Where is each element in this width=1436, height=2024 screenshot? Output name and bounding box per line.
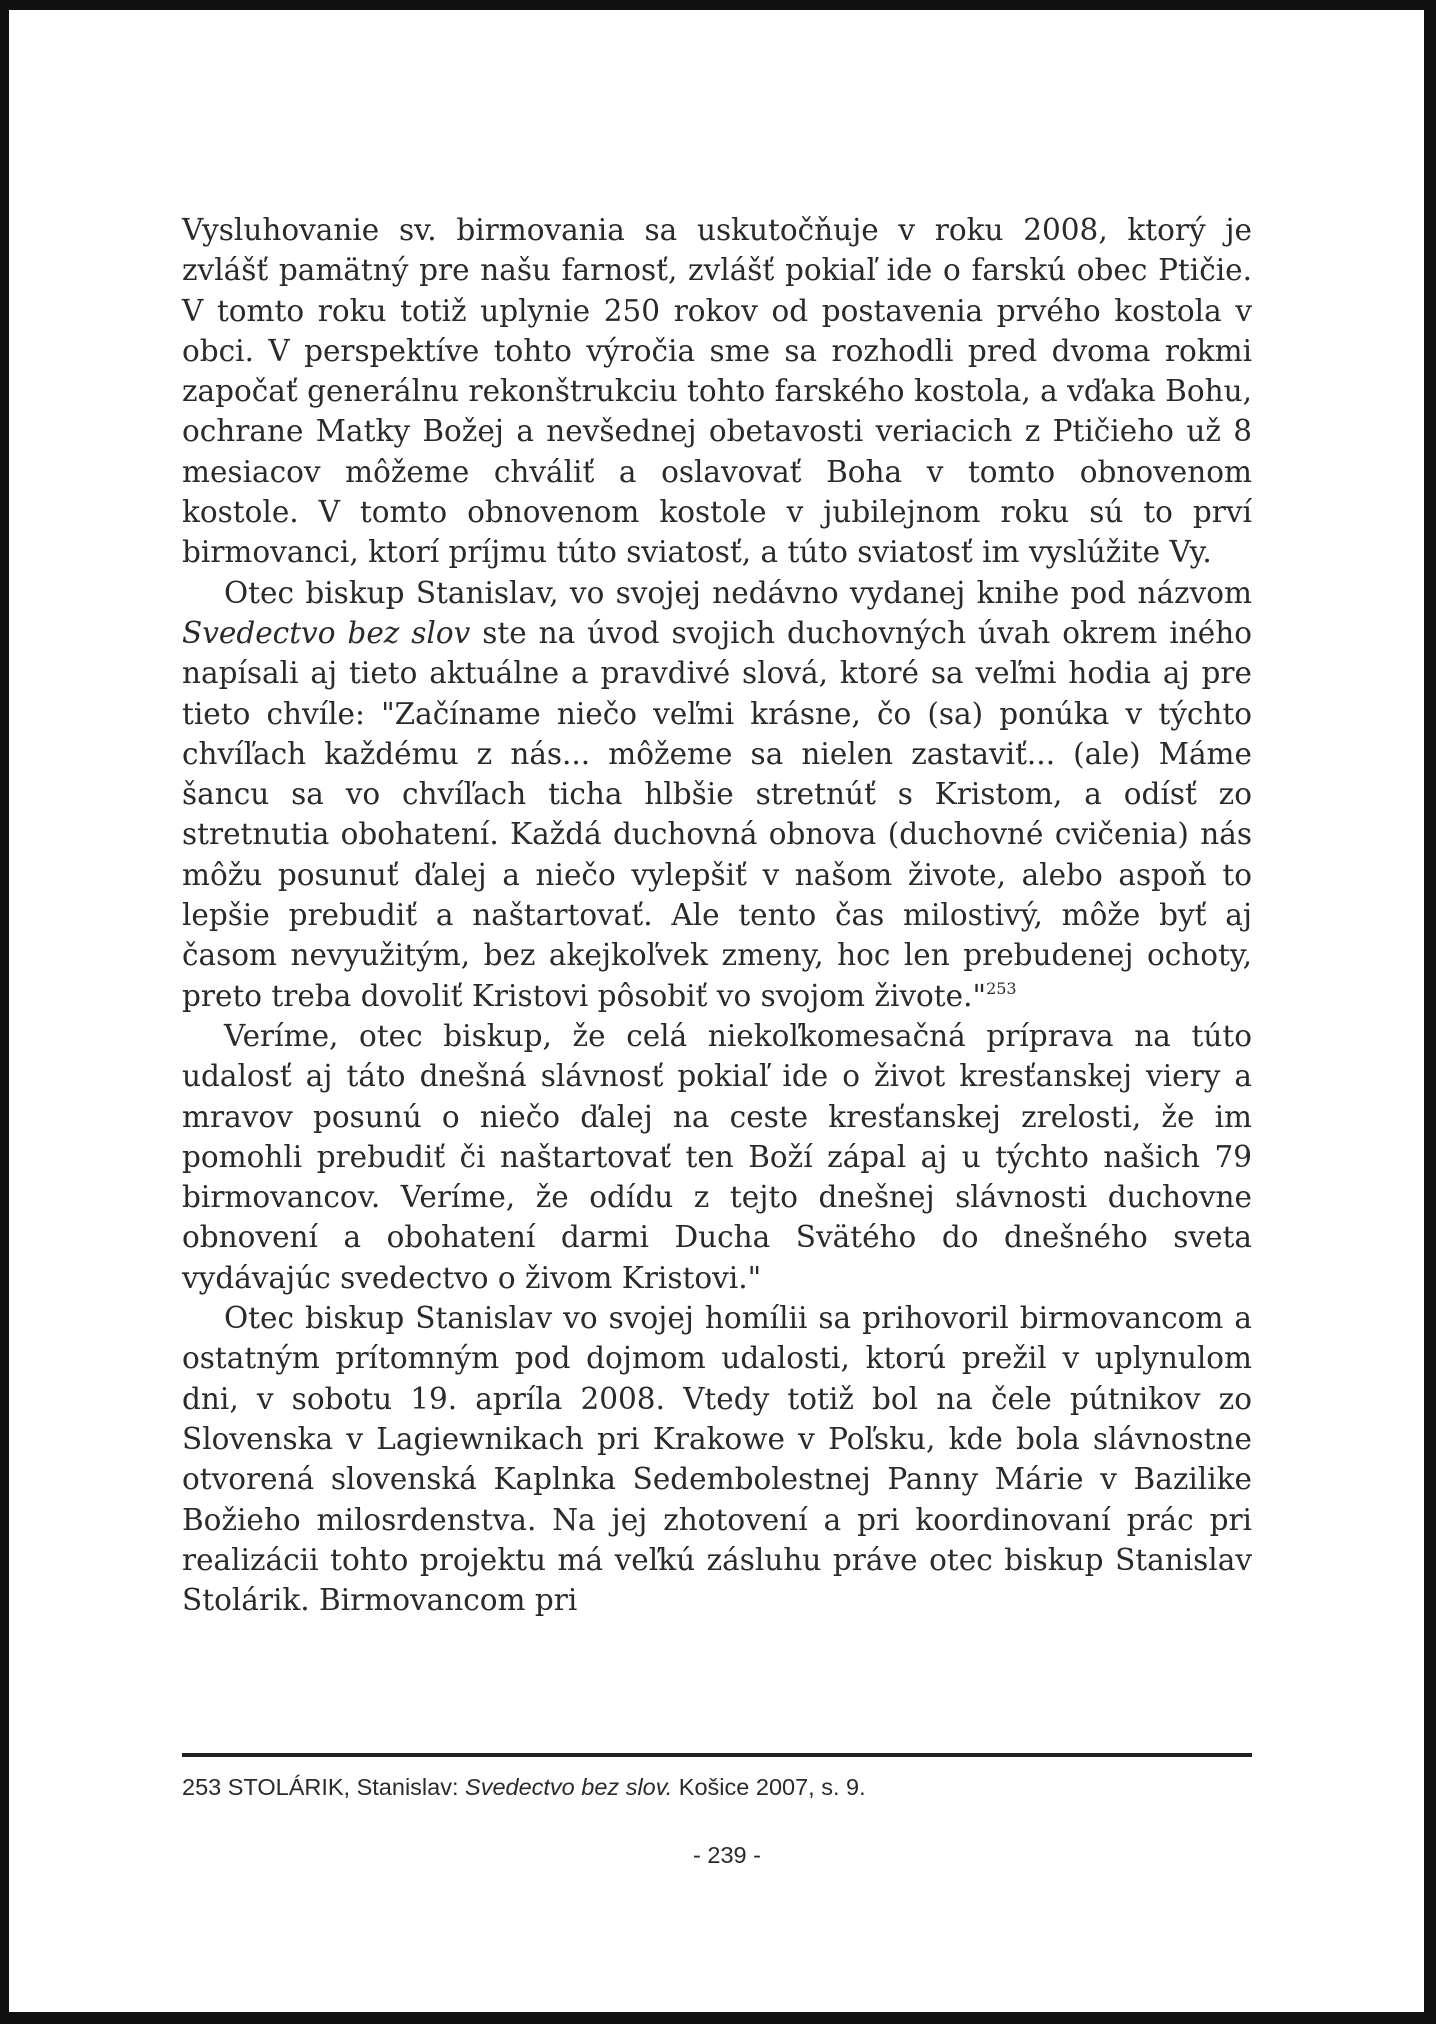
text-run: 253 STOLÁRIK, Stanislav:: [182, 1774, 466, 1800]
paragraph: [182, 1016, 1252, 1298]
italic-title: Svedectvo bez slov: [182, 615, 471, 650]
paragraph: [182, 573, 1252, 1016]
footnote: [182, 1772, 1252, 1802]
text-run: Veríme, otec biskup, že celá niekoľkomesačná príprava na túto udalosť aj táto dnešná slávnosť pokiaľ ide o život kresťanskej viery a mravov posunú o niečo ďalej na ceste kresťanskej zrelosti, že im pomohli prebudiť či naštartovať ten Boží zápal aj u týchto našich 79 birmovancov. Veríme, že odídu z tejto dnešnej slávnosti duchovne obnovení a obohatení darmi Ducha Svätého do dnešného sveta vydávajúc svedectvo o živom Kristovi.": [182, 1018, 1252, 1295]
page-number: - 239 -: [693, 1842, 761, 1868]
main-text: [182, 210, 1252, 1620]
text-run: Vysluhovanie sv. birmovania sa uskutočňuje v roku 2008, ktorý je zvlášť pamätný pre našu farnosť, zvlášť pokiaľ ide o farskú obec Ptičie. V tomto roku totiž uplynie 250 rokov od postavenia prvého kostola v obci. V perspektíve tohto výročia sme sa rozhodli pred dvoma rokmi započať generálnu rekonštrukciu tohto farského kostola, a vďaka Bohu, ochrane Matky Božej a nevšednej obetavosti veriacich z Ptičieho už 8 mesiacov môžeme chváliť a oslavovať Boha v tomto obnovenom kostole. V tomto obnovenom kostole v jubilejnom roku sú to prví birmovanci, ktorí príjmu túto sviatosť, a túto sviatosť im vyslúžite Vy.: [182, 213, 1252, 570]
footnote-divider: [182, 1753, 1252, 1757]
text-run: Košice 2007, s. 9.: [672, 1774, 866, 1800]
text-run: ste na úvod svojich duchovných úvah okrem iného napísali aj tieto aktuálne a pravdivé slová, ktoré sa veľmi hodia aj pre tieto chvíle: "Začíname niečo veľmi krásne, čo (sa) ponúka v týchto chvíľach každému z nás... môžeme sa nielen zastaviť... (ale) Máme šancu sa vo chvíľach ticha hlbšie stretnúť s Kristom, a odísť zo stretnutia obohatení. Každá duchovná obnova (duchovné cvičenia) nás môžu posunuť ďalej a niečo vylepšiť v našom živote, alebo aspoň to lepšie prebudiť a naštartovať. Ale tento čas milostivý, môže byť aj časom nevyužitým, bez akejkoľvek zmeny, hoc len prebudenej ochoty, preto treba dovoliť Kristovi pôsobiť vo svojom živote.": [182, 615, 1253, 1013]
paragraph: [182, 1298, 1252, 1620]
italic-title: Svedectvo bez slov.: [465, 1774, 673, 1800]
paragraph: [182, 210, 1252, 573]
text-run: Otec biskup Stanislav, vo svojej nedávno vydanej knihe pod názvom: [224, 575, 1252, 610]
text-run: Otec biskup Stanislav vo svojej homílii sa prihovoril birmovancom a ostatným prítomným pod dojmom udalosti, ktorú prežil v uplynulom dni, v sobotu 19. apríla 2008. Vtedy totiž bol na čele pútnikov zo Slovenska v Lagiewnikach pri Krakowe v Poľsku, kde bola slávnostne otvorená slovenská Kaplnka Sedembolestnej Panny Márie v Bazilike Božieho milosrdenstva. Na jej zhotovení a pri koordinovaní prác pri realizácii tohto projektu má veľkú zásluhu práve otec biskup Stanislav Stolárik. Birmovancom pri: [182, 1301, 1252, 1618]
footnote-reference: 253: [986, 978, 1017, 998]
